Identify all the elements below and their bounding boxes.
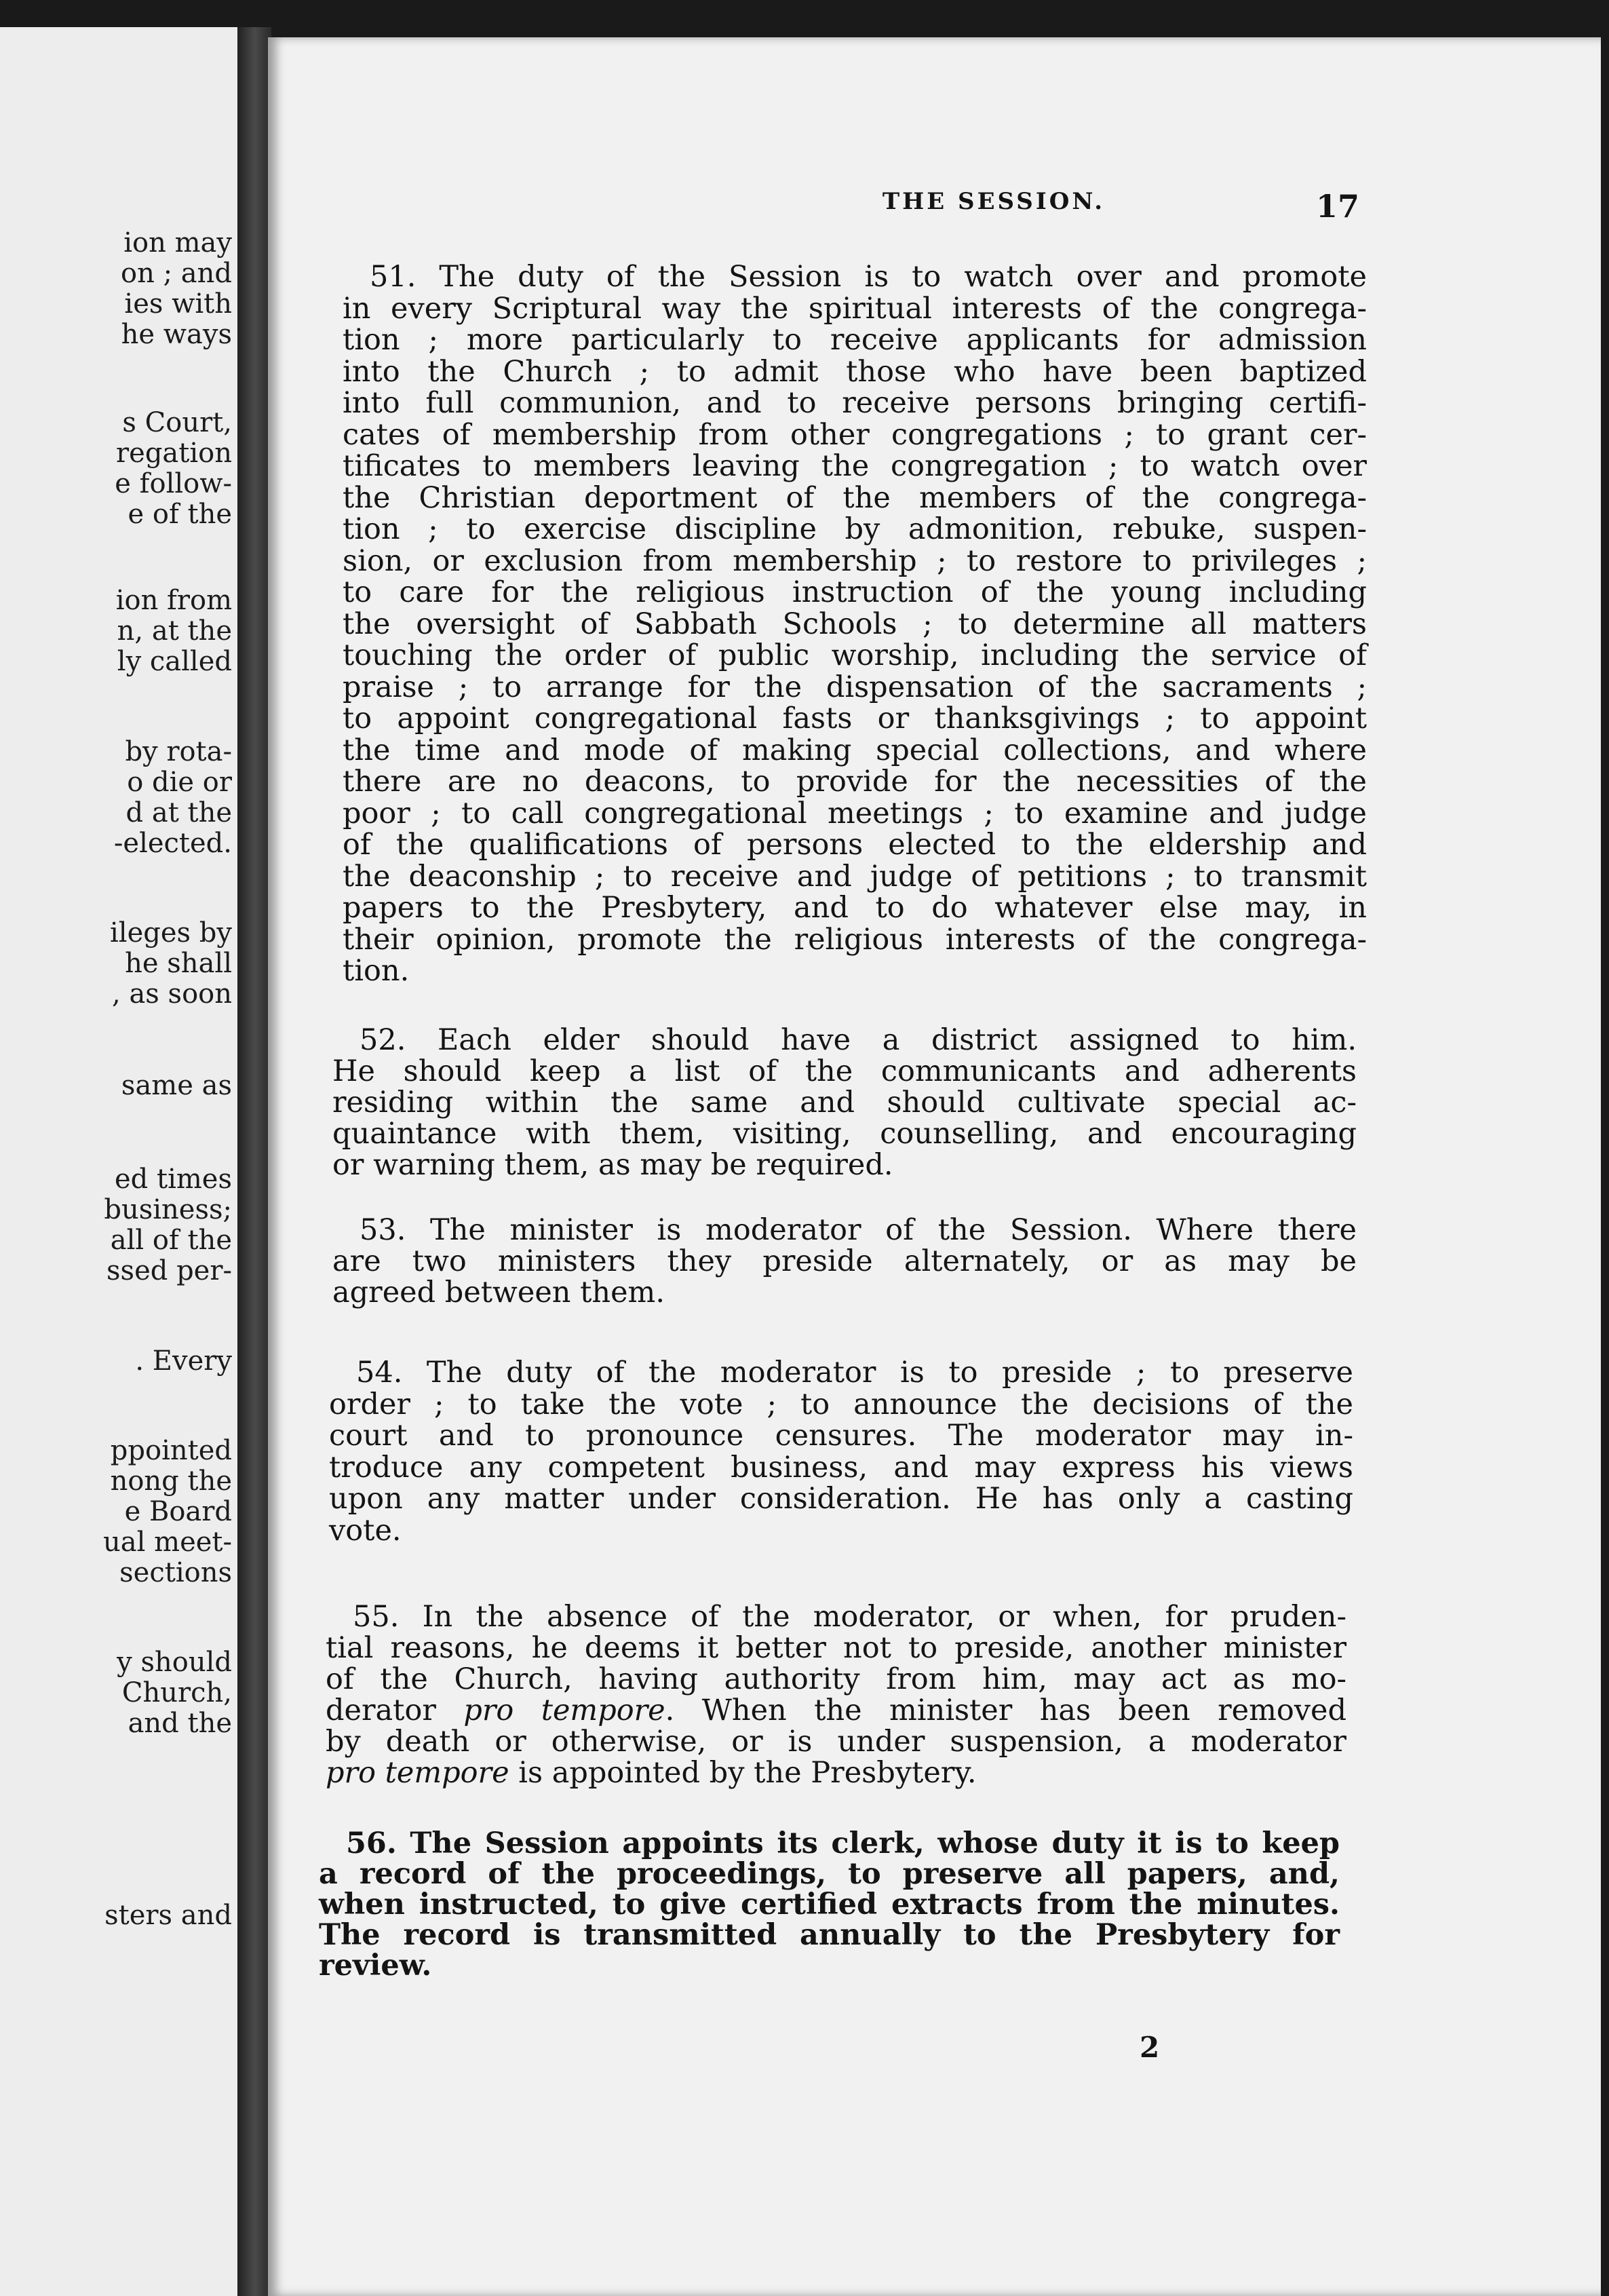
page-17: [268, 37, 1601, 2296]
paragraph-line: tificates to members leaving the congregation ; to watch over: [343, 449, 1367, 483]
paragraph-line: upon any matter under consideration. He has only a casting: [329, 1482, 1353, 1516]
paragraph-line: poor ; to call congregational meetings ; to examine and judge: [343, 796, 1367, 830]
left-page-text-fragment: e of the: [128, 499, 232, 530]
left-page-text-fragment: sters and: [104, 1900, 232, 1931]
section-paragraph-52: [332, 1025, 1357, 1181]
paragraph-line: quaintance with them, visiting, counselling, and encouraging: [332, 1117, 1357, 1151]
paragraph-line: 52. Each elder should have a district assigned to him.: [360, 1023, 1357, 1057]
paragraph-line: tion ; to exercise discipline by admonition, rebuke, suspen-: [343, 512, 1367, 546]
paragraph-line: in every Scriptural way the spiritual interests of the congrega-: [343, 291, 1367, 326]
left-page-text-fragment: Church,: [121, 1677, 232, 1708]
paragraph-line: tial reasons, he deems it better not to preside, another minister: [326, 1631, 1346, 1665]
left-page-text-fragment: -elected.: [113, 828, 232, 859]
paragraph-line: The record is transmitted annually to the Presbytery for: [319, 1918, 1340, 1952]
left-page-text-fragment: e Board: [124, 1496, 232, 1527]
paragraph-line: their opinion, promote the religious interests of the congrega-: [343, 922, 1367, 957]
section-paragraph-56: [319, 1826, 1340, 1983]
page-number: 17: [1316, 188, 1360, 225]
paragraph-line: of the qualifications of persons elected to the eldership and: [343, 828, 1367, 862]
paragraph-line: papers to the Presbytery, and to do whatever else may, in: [343, 891, 1367, 925]
left-page-text-fragment: he shall: [125, 948, 232, 979]
section-paragraph-51: [343, 261, 1367, 987]
paragraph-line: review.: [319, 1949, 432, 1983]
left-page-text-fragment: all of the: [110, 1225, 232, 1256]
paragraph-line: into full communion, and to receive persons bringing certifi-: [343, 386, 1367, 420]
left-page-text-fragment: ual meet-: [103, 1527, 232, 1558]
paragraph-line: agreed between them.: [332, 1276, 665, 1309]
paragraph-line: residing within the same and should cultivate special ac-: [332, 1086, 1357, 1120]
paragraph-line: cates of membership from other congregations ; to grant cer-: [343, 417, 1367, 452]
left-page-text-fragment: on ; and: [121, 258, 232, 289]
paragraph-line: 55. In the absence of the moderator, or when, for pruden-: [353, 1600, 1346, 1634]
left-page-text-fragment: ies with: [124, 288, 232, 320]
left-page-text-fragment: nong the: [110, 1466, 232, 1497]
paragraph-line: the Christian deportment of the members of the congrega-: [343, 480, 1367, 515]
left-page-text-fragment: y should: [117, 1647, 232, 1678]
paragraph-line: tion ; more particularly to receive applicants for admission: [343, 323, 1367, 357]
paragraph-line: by death or otherwise, or is under suspension, a moderator: [326, 1725, 1346, 1759]
paragraph-line: are two ministers they preside alternately, or as may be: [332, 1244, 1357, 1278]
paragraph-line: tion.: [343, 954, 410, 988]
paragraph-line: into the Church ; to admit those who have been baptized: [343, 354, 1367, 389]
book-gutter: [237, 27, 271, 2296]
paragraph-line: the oversight of Sabbath Schools ; to determine all matters: [343, 607, 1367, 641]
left-page-text-fragment: , as soon: [112, 978, 232, 1010]
signature-mark: 2: [1140, 2031, 1160, 2064]
paragraph-line: a record of the proceedings, to preserve all papers, and,: [319, 1857, 1340, 1891]
left-page-text-fragment: he ways: [121, 319, 232, 350]
left-page-text-fragment: business;: [104, 1194, 232, 1225]
paragraph-line: there are no deacons, to provide for the necessities of the: [343, 765, 1367, 799]
paragraph-line: to appoint congregational fasts or thanksgivings ; to appoint: [343, 702, 1367, 735]
paragraph-line: to care for the religious instruction of the young including: [343, 575, 1367, 609]
left-page-text-fragment: o die or: [127, 767, 232, 798]
paragraph-line: when instructed, to give certified extracts from the minutes.: [319, 1888, 1340, 1921]
left-page-text-fragment: ed times: [115, 1164, 232, 1195]
paragraph-line: 56. The Session appoints its clerk, whose duty it is to keep: [346, 1826, 1340, 1860]
left-page-text-fragment: sections: [119, 1557, 232, 1588]
left-page-text-fragment: . Every: [135, 1345, 232, 1377]
section-paragraph-55: [326, 1601, 1346, 1788]
paragraph-line: 54. The duty of the moderator is to preside ; to preserve: [356, 1356, 1353, 1390]
left-page-text-fragment: ly called: [117, 646, 232, 677]
left-page-text-fragment: s Court,: [122, 407, 232, 438]
paragraph-line: vote.: [329, 1513, 402, 1548]
paragraph-line: pro tempore is appointed by the Presbytery.: [326, 1756, 977, 1790]
paragraph-line: 53. The minister is moderator of the Session. Where there: [360, 1213, 1357, 1247]
left-page-text-fragment: same as: [121, 1070, 232, 1101]
left-page-text-fragment: ppointed: [110, 1435, 232, 1466]
paragraph-line: troduce any competent business, and may express his views: [329, 1450, 1353, 1485]
paragraph-line: of the Church, having authority from him, may act as mo-: [326, 1662, 1346, 1696]
left-page-text-fragment: n, at the: [117, 615, 232, 647]
paragraph-line: order ; to take the vote ; to announce the decisions of the: [329, 1387, 1353, 1421]
facing-page-left: [0, 27, 237, 2296]
paragraph-line: 51. The duty of the Session is to watch over and promote: [370, 260, 1367, 294]
section-paragraph-53: [332, 1214, 1357, 1308]
paragraph-line: He should keep a list of the communicants and adherents: [332, 1054, 1357, 1088]
paragraph-line: derator pro tempore. When the minister has been removed: [326, 1694, 1346, 1727]
left-page-text-fragment: regation: [116, 438, 232, 469]
left-page-text-fragment: ion may: [123, 227, 232, 259]
section-paragraph-54: [329, 1357, 1353, 1546]
paragraph-line: the deaconship ; to receive and judge of petitions ; to transmit: [343, 859, 1367, 894]
paragraph-line: sion, or exclusion from membership ; to restore to privileges ;: [343, 543, 1367, 578]
paragraph-line: or warning them, as may be required.: [332, 1148, 893, 1182]
left-page-text-fragment: e follow-: [115, 468, 232, 499]
paragraph-line: the time and mode of making special collections, and where: [343, 733, 1367, 767]
left-page-text-fragment: by rota-: [125, 736, 232, 767]
paragraph-line: praise ; to arrange for the dispensation of the sacraments ;: [343, 670, 1367, 704]
left-page-text-fragment: d at the: [125, 797, 232, 828]
left-page-text-fragment: ileges by: [110, 917, 232, 949]
paragraph-line: touching the order of public worship, including the service of: [343, 638, 1367, 672]
running-head: THE SESSION.: [882, 188, 1106, 215]
left-page-text-fragment: and the: [128, 1708, 232, 1739]
left-page-text-fragment: ion from: [115, 585, 232, 616]
paragraph-line: court and to pronounce censures. The moderator may in-: [329, 1419, 1353, 1453]
left-page-text-fragment: ssed per-: [106, 1255, 232, 1286]
